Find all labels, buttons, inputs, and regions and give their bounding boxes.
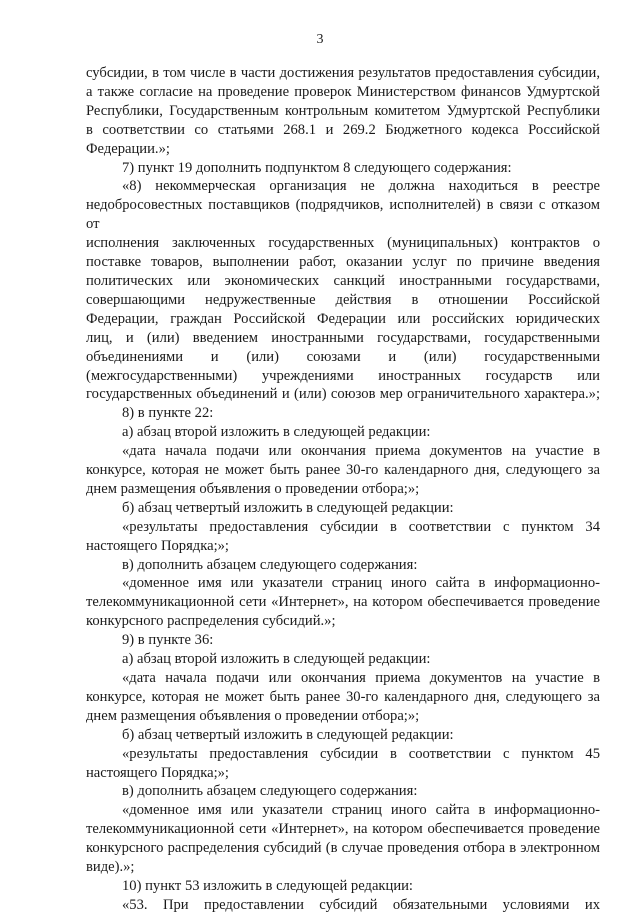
text-line: объединениями и (или) союзами и (или) государственными — [86, 348, 600, 365]
text-line: «дата начала подачи или окончания приема документов на участие в — [122, 443, 600, 460]
text-line: телекоммуникационной сети «Интернет», на котором обеспечивается проведение — [86, 821, 600, 838]
text-line: телекоммуникационной сети «Интернет», на котором обеспечивается проведение — [86, 594, 600, 611]
text-line: а также согласие на проведение проверок Министерством финансов Удмуртской — [86, 83, 600, 100]
text-line: б) абзац четвертый изложить в следующей редакции: — [122, 726, 454, 743]
text-line: а) абзац второй изложить в следующей редакции: — [122, 424, 431, 441]
text-line: настоящего Порядка;»; — [86, 764, 229, 781]
text-line: исполнения заключенных государственных (муниципальных) контрактов о — [86, 235, 600, 252]
page-number: 3 — [316, 32, 324, 47]
text-line: субсидии, в том числе в части достижения результатов предоставления субсидии, — [86, 65, 600, 81]
text-line: государственных объединений и (или) союзов мер ограничительного характера.»; — [86, 386, 600, 403]
text-line: совершающими недружественные действия в отношении Российской — [86, 291, 600, 308]
text-line: 9) в пункте 36: — [122, 632, 214, 649]
text-line: днем размещения объявления о проведении отбора;»; — [86, 480, 420, 497]
text-line: конкурсе, которая не может быть ранее 30-го календарного дня, следующего за — [86, 462, 600, 479]
text-line: конкурсного распределения субсидий (в случае проведения отбора в электронном — [86, 840, 600, 857]
text-line: политических или экономических санкций иностранными государствами, — [86, 272, 600, 289]
text-line: конкурсного распределения субсидий.»; — [86, 613, 336, 630]
text-line: 8) в пункте 22: — [122, 405, 214, 422]
text-line: б) абзац четвертый изложить в следующей редакции: — [122, 499, 454, 516]
text-line: 7) пункт 19 дополнить подпунктом 8 следующего содержания: — [122, 159, 512, 176]
text-line: «доменное имя или указатели страниц иного сайта в информационно- — [122, 802, 600, 819]
text-line: настоящего Порядка;»; — [86, 537, 229, 554]
text-line: в) дополнить абзацем следующего содержания: — [122, 783, 418, 800]
text-line: «8) некоммерческая организация не должна находиться в реестре — [122, 178, 600, 195]
text-line: «дата начала подачи или окончания приема документов на участие в — [122, 670, 600, 686]
document-body — [86, 64, 600, 915]
text-line: в соответствии со статьями 268.1 и 269.2 Бюджетного кодекса Российской — [86, 121, 600, 138]
text-line: «результаты предоставления субсидии в соответствии с пунктом 45 — [122, 745, 600, 762]
text-line: недобросовестных поставщиков (подрядчиков, исполнителей) в связи с отказом от — [86, 197, 600, 233]
text-line: «53. При предоставлении субсидий обязательными условиями их — [122, 896, 600, 913]
text-line: а) абзац второй изложить в следующей редакции: — [122, 651, 431, 668]
text-line: (межгосударственными) учреждениями иностранных государств или — [86, 367, 600, 384]
text-line: Федерации.»; — [86, 140, 170, 157]
text-line: Федерации, граждан Российской Федерации или российских юридических — [86, 310, 600, 327]
text-line: виде).»; — [86, 859, 135, 876]
text-line: поставке товаров, выполнении работ, оказании услуг по причине введения — [86, 254, 600, 271]
text-line: в) дополнить абзацем следующего содержания: — [122, 556, 418, 573]
text-line: днем размещения объявления о проведении отбора;»; — [86, 707, 420, 724]
text-line: Республики, Государственным контрольным комитетом Удмуртской Республики — [86, 102, 600, 119]
text-line: конкурсе, которая не может быть ранее 30-го календарного дня, следующего за — [86, 688, 600, 705]
text-line: «результаты предоставления субсидии в соответствии с пунктом 34 — [122, 518, 600, 535]
text-line: 10) пункт 53 изложить в следующей редакции: — [122, 877, 413, 894]
text-line: «доменное имя или указатели страниц иного сайта в информационно- — [122, 575, 600, 592]
text-line: лиц, и (или) введением иностранными государствами, государственными — [86, 329, 600, 346]
